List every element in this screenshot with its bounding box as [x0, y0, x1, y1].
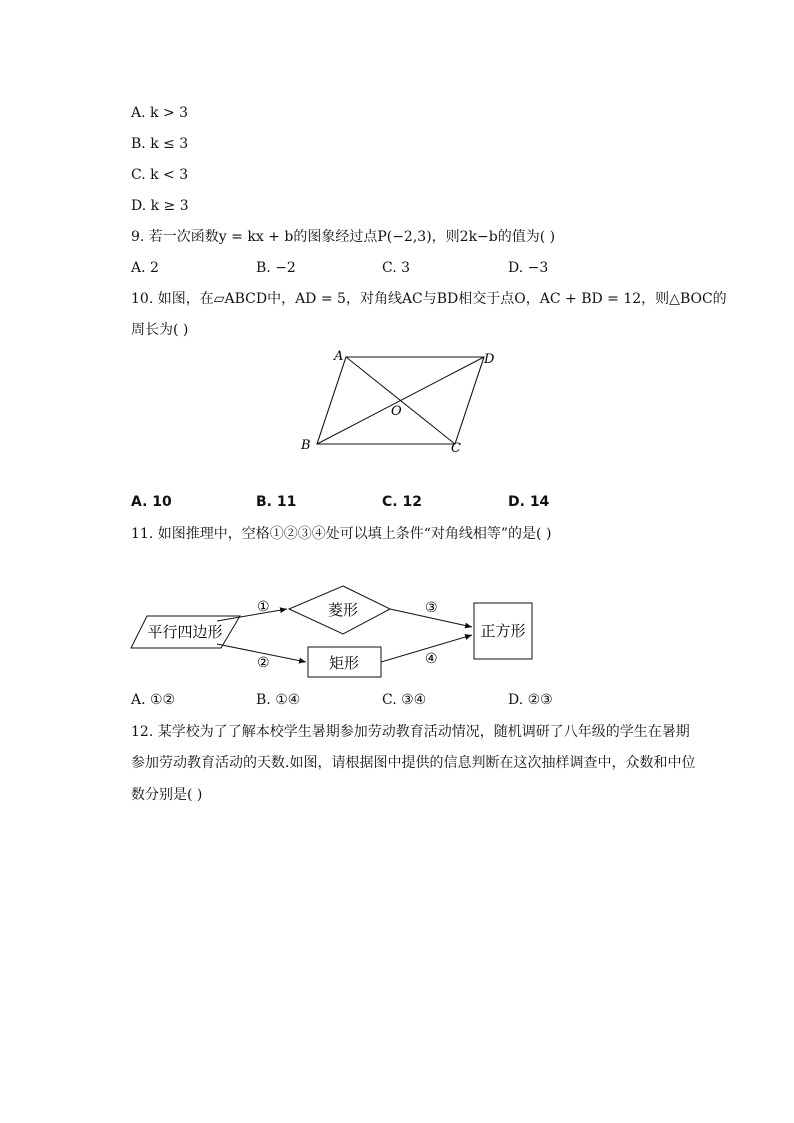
label-b: B [301, 438, 311, 453]
mark-2: ② [257, 655, 270, 671]
q9-option-d: D. −3 [508, 260, 549, 276]
mark-4: ④ [425, 651, 438, 667]
q11-option-d: D. ②③ [508, 692, 553, 708]
q12-line2: 参加劳动教育活动的天数.如图，请根据图中提供的信息判断在这次抽样调查中，众数和中位 [131, 755, 696, 771]
q9-option-b: B. −2 [256, 260, 296, 276]
q9-option-c: C. 3 [382, 260, 411, 276]
reasoning-flowchart [125, 578, 545, 688]
rhombus-label: 菱形 [327, 601, 359, 619]
q10-stem-line2: 周长为( ) [131, 322, 189, 338]
label-a: A [334, 349, 344, 364]
parallelogram-figure [295, 345, 505, 460]
rectangle-label: 矩形 [328, 654, 360, 672]
q12-line3: 数分别是( ) [131, 787, 203, 803]
q10-option-b: B. 11 [256, 494, 297, 510]
q9-option-a: A. 2 [131, 260, 159, 276]
q8-option-c: C. k < 3 [131, 167, 189, 183]
q10-option-c: C. 12 [382, 494, 422, 510]
start-label: 平行四边形 [147, 623, 223, 641]
q10-option-a: A. 10 [131, 494, 172, 510]
arrow-1 [217, 609, 287, 621]
q9-stem: 9. 若一次函数y = kx + b的图象经过点P(−2,3)，则2k−b的值为( ) [131, 229, 556, 245]
mark-1: ① [257, 599, 270, 615]
q8-option-a: A. k > 3 [131, 105, 189, 121]
q10-option-d: D. 14 [508, 494, 550, 510]
q12-line1: 12. 某学校为了了解本校学生暑期参加劳动教育活动情况，随机调研了八年级的学生在暑期 [131, 724, 690, 740]
square-label: 正方形 [480, 622, 526, 640]
label-c: C [451, 441, 461, 456]
q11-stem: 11. 如图推理中，空格①②③④处可以填上条件“对角线相等”的是( ) [131, 526, 552, 542]
q8-option-b: B. k ≤ 3 [131, 136, 189, 152]
label-o: O [391, 404, 402, 419]
q11-option-c: C. ③④ [382, 692, 427, 708]
mark-3: ③ [425, 600, 438, 616]
q10-stem-line1: 10. 如图，在▱ABCD中，AD = 5，对角线AC与BD相交于点O，AC + BD = 12，则△BOC的 [131, 291, 727, 307]
q11-option-a: A. ①② [131, 692, 176, 708]
q8-option-d: D. k ≥ 3 [131, 198, 189, 214]
q11-option-b: B. ①④ [256, 692, 301, 708]
label-d: D [484, 352, 495, 367]
